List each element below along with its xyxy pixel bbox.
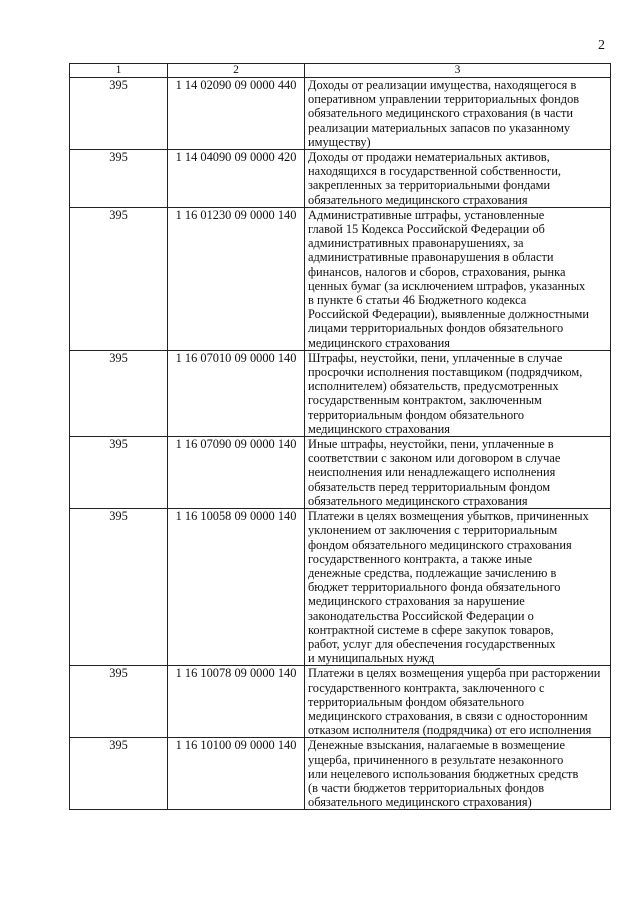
description-line: государственного контракта, заключенного с [308, 680, 545, 695]
revenue-description-cell [305, 666, 611, 738]
description-line: обязательств перед территориальным фондом [308, 479, 551, 494]
revenue-description-cell [305, 350, 611, 436]
description-line: бюджет территориального фонда обязательного [308, 580, 561, 595]
page-number: 2 [598, 38, 605, 53]
description-line: соответствии с законом или договором в случае [308, 451, 561, 466]
revenue-description-cell [305, 207, 611, 350]
revenue-description-cell [305, 509, 611, 666]
description-line: обязательного медицинского страхования [308, 192, 528, 207]
description-line: обязательного медицинского страхования [308, 493, 528, 508]
table-row [70, 350, 611, 436]
admin-code-cell: 395 [70, 150, 168, 208]
budget-classification-code-cell: 1 16 10100 09 0000 140 [168, 738, 305, 810]
table-row [70, 437, 611, 509]
description-line: уклонением от заключения с территориальным [308, 523, 558, 538]
description-line: Штрафы, неустойки, пени, уплаченные в случае [308, 350, 563, 365]
description-line: работ, услуг для обеспечения государственных [308, 636, 556, 651]
budget-classification-code-cell: 1 16 10058 09 0000 140 [168, 509, 305, 666]
table-row [70, 509, 611, 666]
budget-classification-code-cell: 1 14 04090 09 0000 420 [168, 150, 305, 208]
admin-code-cell: 395 [70, 666, 168, 738]
description-line: лицами территориальных фондов обязательного [308, 321, 564, 336]
description-line: обязательного медицинского страхования (в части [308, 106, 574, 121]
description-line: медицинского страхования, в связи с односторонним [308, 708, 588, 723]
description-line: Денежные взыскания, налагаемые в возмещение [308, 738, 565, 753]
description-line: законодательства Российской Федерации о [308, 608, 534, 623]
admin-code-cell: 395 [70, 738, 168, 810]
table-row [70, 666, 611, 738]
description-line: ущерба, причиненного в результате незаконного [308, 752, 564, 767]
table-header-row [70, 64, 611, 78]
description-line: оперативном управлении территориальных фондов [308, 92, 580, 107]
description-line: или нецелевого использования бюджетных средств [308, 766, 579, 781]
description-line: Платежи в целях возмещения убытков, причиненных [308, 509, 589, 524]
admin-code-cell: 395 [70, 509, 168, 666]
revenue-description-cell [305, 78, 611, 150]
description-line: Российской Федерации), выявленные должностными [308, 307, 589, 322]
revenue-description-cell [305, 437, 611, 509]
description-line: Платежи в целях возмещения ущерба при расторжении [308, 666, 601, 681]
description-line: денежные средства, подлежащие зачислению в [308, 565, 557, 580]
description-line: государственным контрактом, заключенным [308, 393, 542, 408]
description-line: находящихся в государственной собственности, [308, 164, 561, 179]
description-line: исполнителем) обязательств, предусмотренных [308, 379, 559, 394]
description-line: Иные штрафы, неустойки, пени, уплаченные в [308, 437, 554, 452]
admin-code-cell: 395 [70, 437, 168, 509]
admin-code-cell: 395 [70, 207, 168, 350]
description-line: административные правонарушения в области [308, 250, 554, 265]
description-line: ценных бумаг (за исключением штрафов, указанных [308, 278, 586, 293]
description-line: (в части бюджетов территориальных фондов [308, 780, 545, 795]
admin-code-cell: 395 [70, 78, 168, 150]
table-row [70, 738, 611, 810]
header-col-1: 1 [70, 64, 168, 78]
description-line: территориальным фондом обязательного [308, 694, 525, 709]
description-line: имуществу) [308, 134, 371, 149]
admin-code-cell: 395 [70, 350, 168, 436]
budget-classification-code-cell: 1 16 01230 09 0000 140 [168, 207, 305, 350]
description-line: медицинского страхования [308, 421, 450, 436]
description-line: контрактной системе в сфере закупок товаров, [308, 622, 554, 637]
description-line: медицинского страхования [308, 335, 450, 350]
revenue-codes-table [69, 63, 611, 810]
description-line: Доходы от реализации имущества, находящегося в [308, 78, 577, 92]
budget-classification-code-cell: 1 14 02090 09 0000 440 [168, 78, 305, 150]
description-line: реализации материальных запасов по указанному [308, 120, 571, 135]
description-line: в пункте 6 статьи 46 Бюджетного кодекса [308, 293, 527, 308]
description-line: отказом исполнителя (подрядчика) от его исполнения [308, 723, 592, 738]
description-line: административных правонарушениях, за [308, 236, 524, 251]
description-line: территориальным фондом обязательного [308, 407, 525, 422]
revenue-description-cell [305, 150, 611, 208]
description-line: финансов, налогов и сборов, страхования, рынка [308, 264, 566, 279]
header-col-2: 2 [168, 64, 305, 78]
description-line: и муниципальных нужд [308, 651, 435, 666]
description-line: Доходы от продажи нематериальных активов, [308, 150, 550, 165]
revenue-description-cell [305, 738, 611, 810]
table-row [70, 78, 611, 150]
description-line: фондом обязательного медицинского страхования [308, 537, 572, 552]
budget-classification-code-cell: 1 16 07090 09 0000 140 [168, 437, 305, 509]
table-row [70, 150, 611, 208]
description-line: неисполнения или ненадлежащего исполнения [308, 465, 556, 480]
description-line: медицинского страхования за нарушение [308, 594, 525, 609]
budget-classification-code-cell: 1 16 07010 09 0000 140 [168, 350, 305, 436]
description-line: закрепленных за территориальными фондами [308, 178, 551, 193]
description-line: Административные штрафы, установленные [308, 207, 545, 222]
description-line: просрочки исполнения поставщиком (подрядчиком, [308, 365, 583, 380]
description-line: государственного контракта, а также иные [308, 551, 533, 566]
table-row [70, 207, 611, 350]
description-line: обязательного медицинского страхования) [308, 795, 532, 810]
header-col-3: 3 [305, 64, 611, 78]
description-line: главой 15 Кодекса Российской Федерации об [308, 222, 545, 237]
budget-classification-code-cell: 1 16 10078 09 0000 140 [168, 666, 305, 738]
